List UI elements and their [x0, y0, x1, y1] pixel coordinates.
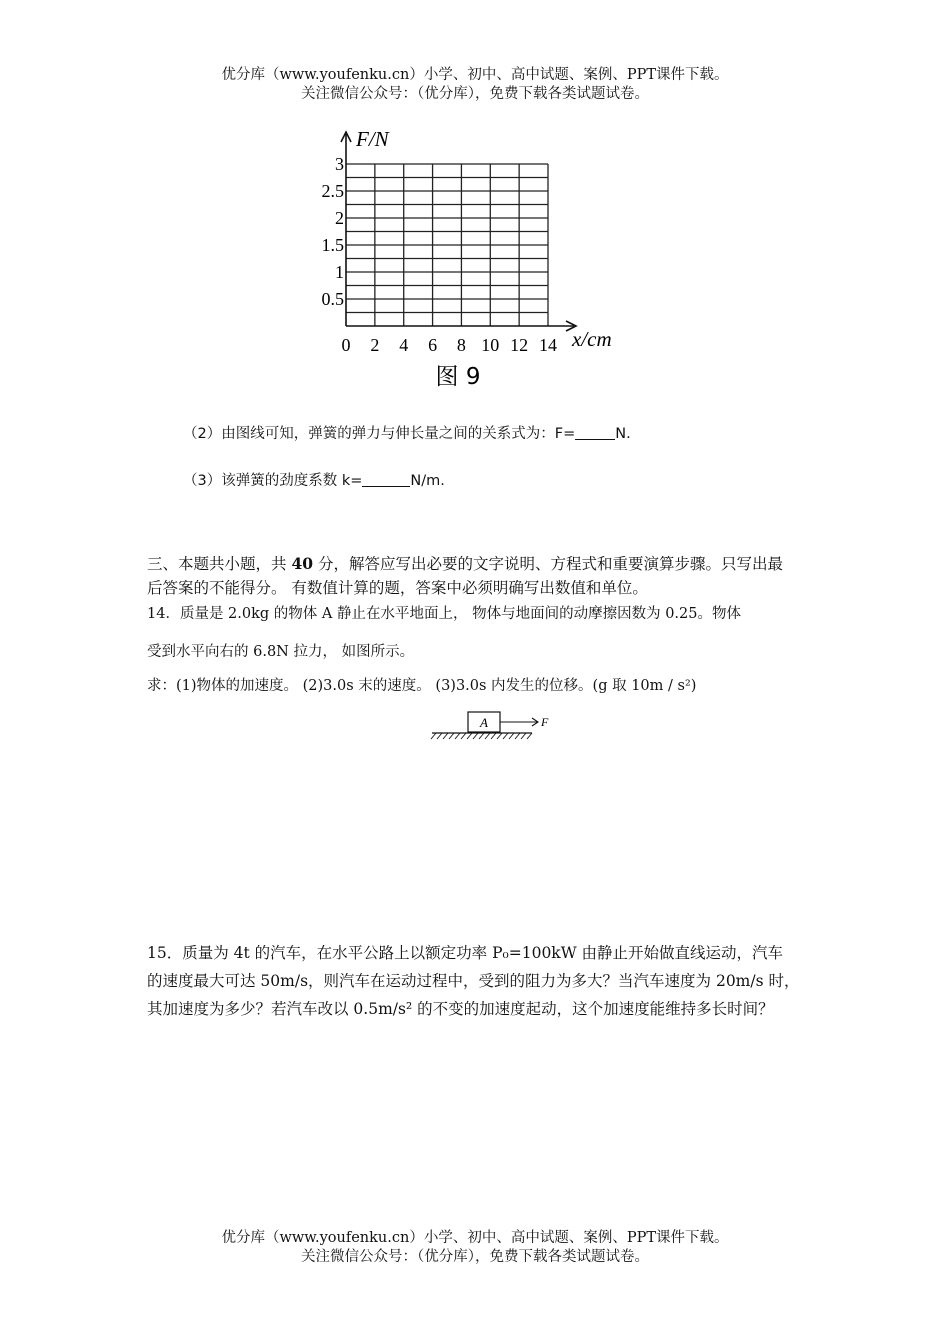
q13-part2: [183, 422, 873, 446]
answer-blank[interactable]: [575, 424, 615, 440]
hatch-mark: [455, 733, 460, 739]
hatch-mark: [503, 733, 508, 739]
y-axis-label: F/N: [356, 127, 389, 151]
y-tick-label: 2.5: [321, 181, 344, 201]
q15: [147, 941, 837, 1021]
section3-suffix: 分，解答应写出必要的文字说明、方程式和重要演算步骤。只写出最: [313, 555, 783, 573]
y-tick-label: 1.5: [321, 235, 344, 255]
y-tick-label: 3: [335, 154, 344, 174]
q14-line2: 受到水平向右的 6.8N 拉力， 如图所示。: [147, 644, 415, 660]
q13-part2-text: （2）由图线可知，弹簧的弹力与伸长量之间的关系式为：F=: [183, 426, 576, 442]
q15-line2: 的速度最大可达 50m/s，则汽车在运动过程中，受到的阻力为多大？当汽车速度为 20m/s 时，: [147, 972, 800, 990]
hatch-mark: [443, 733, 448, 739]
q15-line1: 15．质量为 4t 的汽车，在水平公路上以额定功率 P₀=100kW 由静止开始做直线运动，汽车: [147, 944, 784, 962]
y-tick-label: 2: [335, 208, 344, 228]
hatch-mark: [527, 733, 532, 739]
hatch-mark: [449, 733, 454, 739]
hatch-mark: [431, 733, 436, 739]
x-tick-label: 0: [341, 335, 351, 355]
hatch-mark: [497, 733, 502, 739]
hatch-mark: [437, 733, 442, 739]
section3-intro: [147, 552, 837, 600]
q14-line1: 14．质量是 2.0kg 的物体 A 静止在水平地面上， 物体与地面间的动摩擦因数为 0.25。物体: [147, 606, 741, 622]
hatch-mark: [509, 733, 514, 739]
ground-hatching: [431, 733, 532, 739]
x-tick-label: 4: [399, 335, 409, 355]
section3-prefix: 三、本题共小题，共: [147, 555, 292, 573]
x-tick-label: 12: [510, 335, 529, 355]
header-line-1: 优分库（www.youfenku.cn）小学、初中、高中试题、案例、PPT课件下载。: [221, 67, 729, 83]
q15-line3: 其加速度为多少？若汽车改以 0.5m/s² 的不变的加速度起动，这个加速度能维持多长时间？: [147, 1000, 774, 1018]
y-tick-label: 1: [335, 262, 344, 282]
section3-points: 40: [291, 554, 314, 573]
page-footer: [0, 1229, 950, 1267]
page-header: [0, 66, 950, 104]
q14-line3: 求：(1)物体的加速度。 (2)3.0s 末的速度。 (3)3.0s 内发生的位移。(g 取 10m / s²): [147, 678, 697, 694]
figure-caption: 图 9: [435, 364, 481, 390]
y-tick-labels: [322, 154, 345, 309]
footer-line-1: 优分库（www.youfenku.cn）小学、初中、高中试题、案例、PPT课件下载。: [221, 1230, 729, 1246]
q13-part3-text: （3）该弹簧的劲度系数 k=: [183, 473, 363, 489]
hatch-mark: [521, 733, 526, 739]
hatch-mark: [515, 733, 520, 739]
header-line-2: 关注微信公众号：（优分库），免费下载各类试题试卷。: [301, 86, 649, 102]
x-axis-label: x/cm: [572, 327, 612, 351]
x-tick-label: 10: [481, 335, 500, 355]
x-tick-label: 8: [456, 335, 466, 355]
hatch-mark: [461, 733, 466, 739]
section3-line2: 后答案的不能得分。 有数值计算的题，答案中必须明确写出数值和单位。: [147, 579, 648, 597]
y-tick-label: 0.5: [321, 289, 344, 309]
hatch-mark: [473, 733, 478, 739]
x-tick-labels: [342, 335, 558, 355]
block-a-label: A: [480, 715, 488, 730]
x-tick-label: 6: [428, 335, 438, 355]
hatch-mark: [491, 733, 496, 739]
q13-part2-unit: N.: [615, 426, 631, 442]
hatch-mark: [467, 733, 472, 739]
q13-part3-unit: N/m.: [410, 473, 445, 489]
force-label: F: [541, 715, 549, 729]
answer-blank[interactable]: [362, 471, 410, 487]
q14-diagram: [428, 706, 568, 746]
chart-grid: [346, 164, 548, 326]
footer-line-2: 关注微信公众号：（优分库），免费下载各类试题试卷。: [301, 1249, 649, 1265]
q13-part3: [183, 469, 873, 493]
hatch-mark: [485, 733, 490, 739]
x-tick-label: 2: [370, 335, 380, 355]
hatch-mark: [479, 733, 484, 739]
figure-9-chart: [300, 120, 640, 395]
x-tick-label: 14: [539, 335, 557, 355]
